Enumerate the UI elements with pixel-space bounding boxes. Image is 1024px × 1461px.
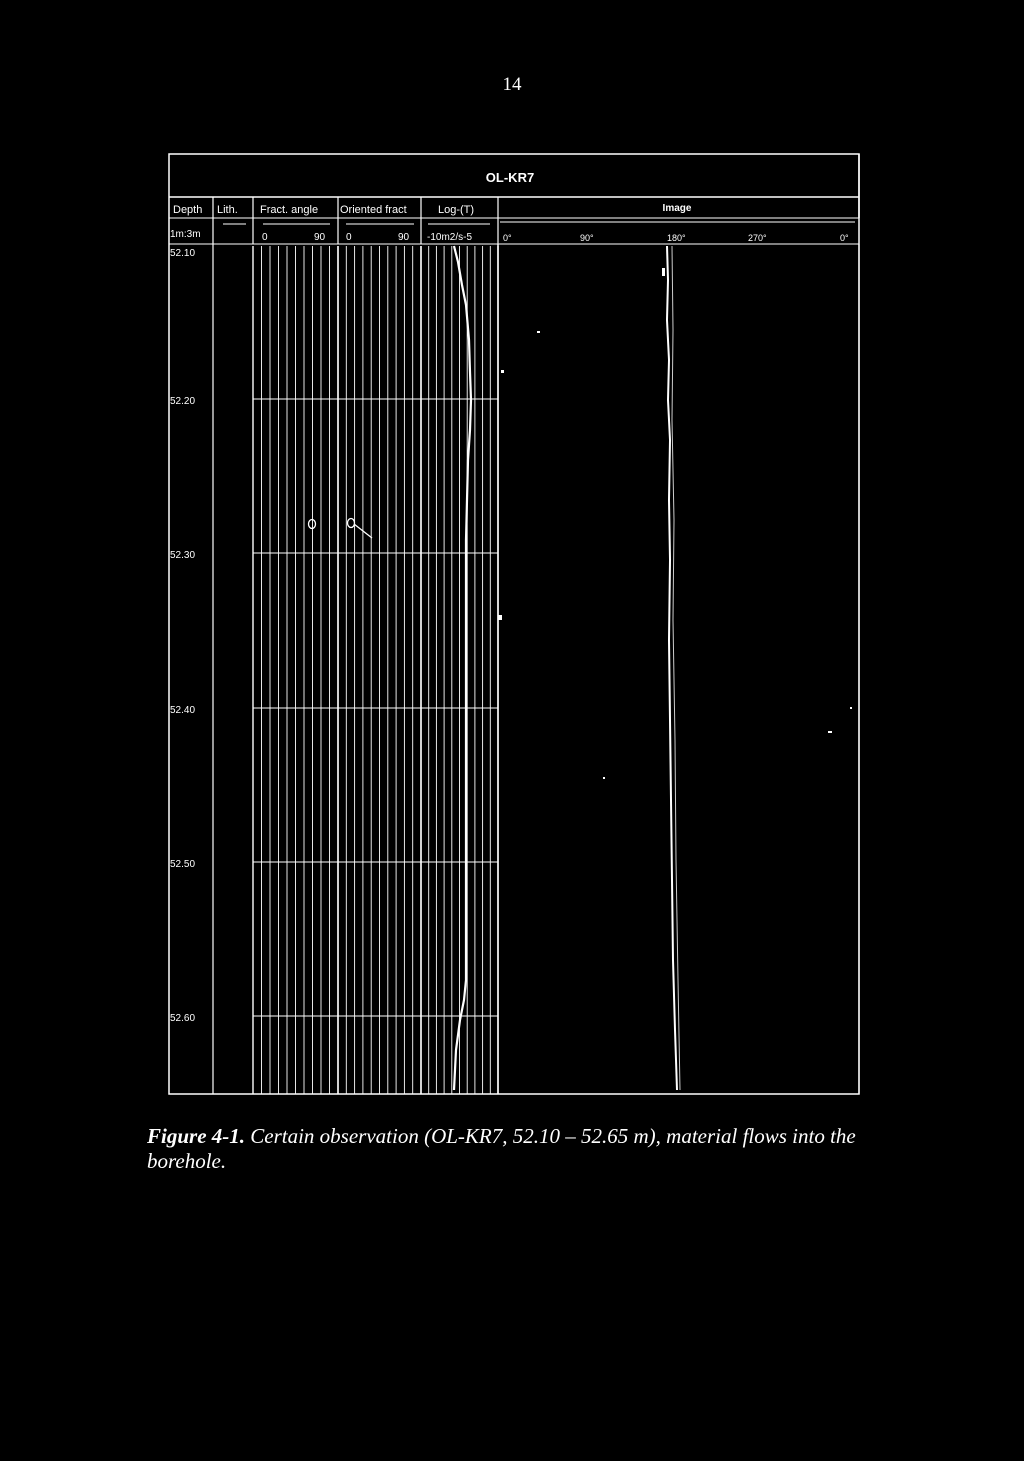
depth-label: 52.50 [170,859,196,870]
caption-label: Figure 4-1. [147,1124,246,1148]
figure-caption [147,1124,867,1174]
oriented-fract-scale-min: 0 [346,232,352,243]
oriented-fract-scale-max: 90 [398,232,410,243]
caption-text: Certain observation (OL-KR7, 52.10 – 52.65 m), material flows into the borehole. [147,1124,856,1173]
depth-scale: 1m:3m [170,229,201,240]
oriented-fract-header: Oriented fract [340,204,407,216]
image-speckle [498,268,852,779]
image-header: Image [662,203,692,214]
image-scale-270: 270° [748,233,767,243]
borehole-image-trace [667,246,677,1090]
image-scale-90: 90° [580,233,594,243]
log-t-header: Log-(T) [438,204,475,216]
fract-angle-scale-min: 0 [262,232,268,243]
oriented-fracture-marker [348,519,373,539]
track-grid [253,246,498,1094]
image-scale-0: 0° [503,233,512,243]
log-t-scale: -10m2/s-5 [427,232,473,243]
depth-label: 52.40 [170,705,196,716]
depth-label: 52.60 [170,1013,196,1024]
depth-header: Depth [173,204,203,216]
log-t-curve [454,246,471,1090]
depth-label: 52.10 [170,248,196,259]
fracture-marker [309,520,316,529]
log-frame [169,154,859,1094]
depth-label: 52.30 [170,550,196,561]
fract-angle-scale-max: 90 [314,232,326,243]
fract-angle-header: Fract. angle [260,204,319,216]
page-number: 14 [502,74,522,95]
image-scale-360: 0° [840,233,849,243]
lith-header: Lith. [217,204,238,216]
depth-label: 52.20 [170,396,196,407]
image-scale-180: 180° [667,233,686,243]
borehole-title: OL-KR7 [485,170,535,185]
